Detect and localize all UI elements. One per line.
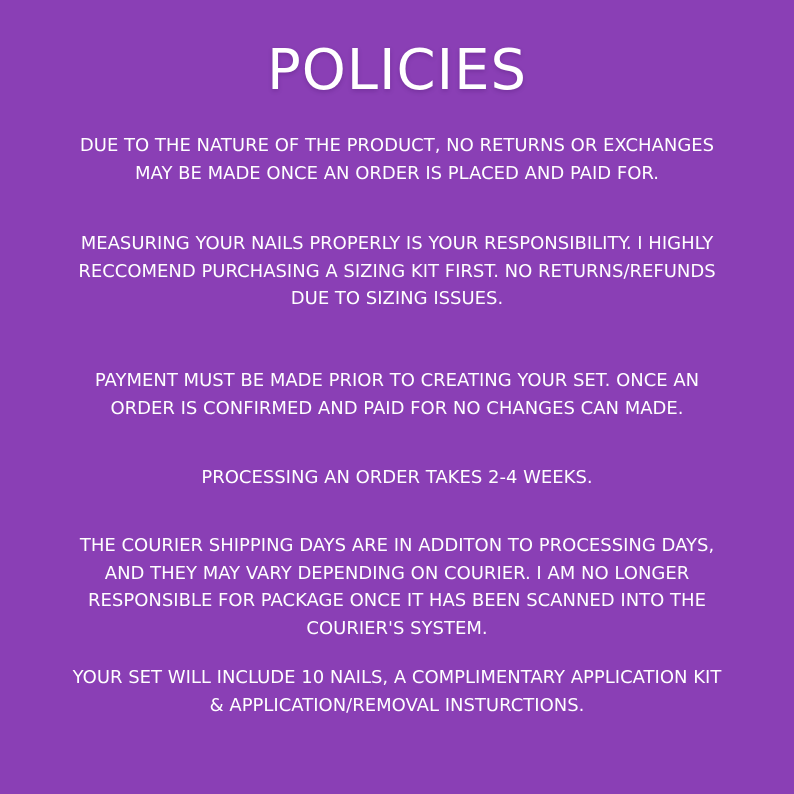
policy-sizing: MEASURING YOUR NAILS PROPERLY IS YOUR RESPONSIBILITY. I HIGHLY RECCOMEND PURCHASING A SIZING KIT FIRST. NO RETURNS/REFUNDS DUE TO SIZING ISSUES. [78,233,716,309]
page-title: POLICIES [266,38,528,103]
policy-shipping: THE COURIER SHIPPING DAYS ARE IN ADDITON TO PROCESSING DAYS, AND THEY MAY VARY DEPENDING ON COURIER. I AM NO LONGER RESPONSIBLE FOR PACKAGE ONCE IT HAS BEEN SCANNED INTO THE COURIER'S SYSTEM. [79,535,715,639]
policy-set-contents: YOUR SET WILL INCLUDE 10 NAILS, A COMPLIMENTARY APPLICATION KIT & APPLICATION/REMOVAL INSTURCTIONS. [72,667,722,716]
policy-processing-time: PROCESSING AN ORDER TAKES 2-4 WEEKS. [201,467,593,488]
policy-returns: DUE TO THE NATURE OF THE PRODUCT, NO RETURNS OR EXCHANGES MAY BE MADE ONCE AN ORDER IS PLACED AND PAID FOR. [79,135,715,184]
policy-payment: PAYMENT MUST BE MADE PRIOR TO CREATING YOUR SET. ONCE AN ORDER IS CONFIRMED AND PAID FOR NO CHANGES CAN MADE. [94,370,700,419]
